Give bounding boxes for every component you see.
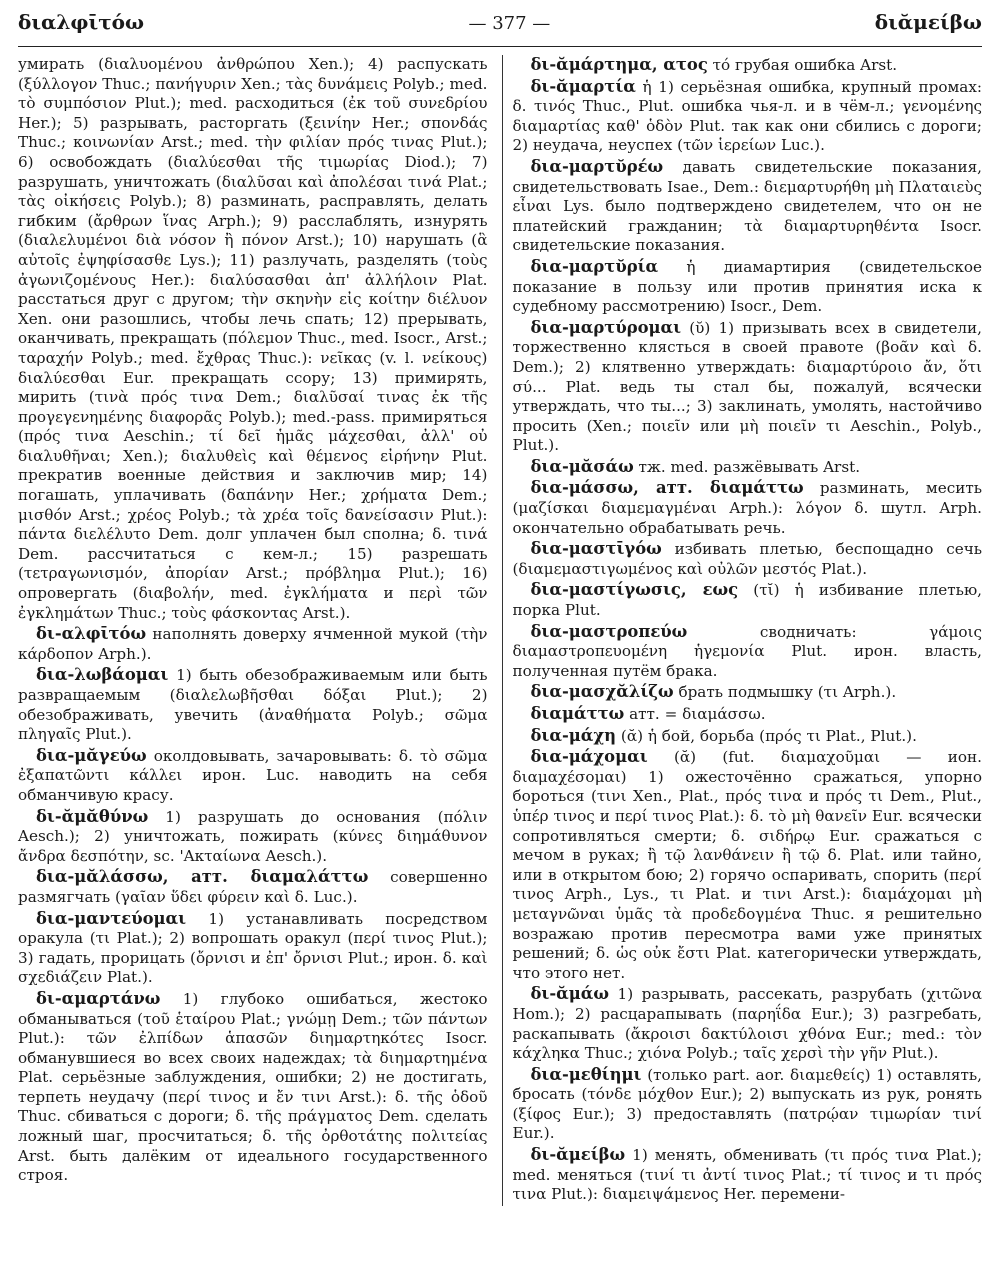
dictionary-entry [513,984,983,1063]
entry-definition: тж. med. разжёвывать Arst. [638,457,861,476]
entry-headword: δι-ᾰμάρτημα, ατος [530,55,708,74]
entry-definition: давать свидетельские показания, свидетельствовать Isae., Dem.: διεμαρτυρήθη μὴ Πλαταιεὺς εἶναι Lys. было подтверждено свидетелем, что он не платейский гражданин; τὰ διαμαρτυρηθέντα Isocr. свидетельские показания. [512,157,982,255]
entry-definition: 1) менять, обменивать (τι πρός τινα Plat.); med. меняться (τινί τι ἀντί τινος Plat.; τί τινος и τι πρός τινα Plut.): διαμειψάμενος Her. перемени- [512,1146,982,1204]
entry-headword: δια-μάσσω, атт. διαμάττω [530,478,804,498]
entry-definition: сводничать: γάμοις διαμαστροπευομένη ἡγεμονία Plut. ирон. власть, полученная путём брака. [512,622,982,680]
left-column [18,55,488,1206]
dictionary-entry [513,747,983,983]
entry-definition: разминать, месить (μαζίσκαι διαμεμαγμέναι Arph.): λόγον δ. шутл. Arph. окончательно обрабатывать речь. [512,479,982,537]
page-number: — 377 — [468,13,551,34]
entry-headword: δια-μᾰλάσσω, атт. διαμαλάττω [36,867,369,887]
dictionary-entry [513,157,983,256]
dictionary-entry [18,909,488,988]
entry-headword: δια-μαντεύομαι [36,908,187,928]
dictionary-entry [513,457,983,478]
entry-definition: (ῠ) 1) призывать всех в свидетели, торжественно клясться в своей правоте (βοᾶν καὶ δ. Dem.); 2) клятвенно утверждать: διαμαρτύροιο ἄν, ὅτι σύ... Plat. ведь ты стал бы, пожалуй, всячески утверждать, что ты...; 3) заклинать, умолять, настойчиво просить (Xen.; ποιεῖν или μὴ ποιεῖν τι Aeschin., Polyb., Plut.). [512,318,983,455]
entry-definition: 1) быть обезображиваемым или быть развращаемым (διαλελωβῆσθαι δόξαι Plut.); 2) обезображивать, увечить (ἀναθήματα Polyb.; σῶμα πληγαῖς Plut.). [18,666,488,744]
entry-headword: δια-μάχη [530,725,617,745]
dictionary-entry [513,1145,983,1205]
dictionary-entry [513,726,983,747]
entry-headword: δι-ᾰμαρτία [530,76,636,96]
dictionary-entry [18,807,488,867]
entry-definition: τό грубая ошибка Arst. [712,56,898,74]
dictionary-entry [513,539,983,579]
entry-definition: 1) глубоко ошибаться, жестоко обманываться (τοῦ ἑταίρου Plat.; γνώμῃ Dem.; τῶν πάντων Plut.): τῶν ἐλπίδων ἁπασῶν διημαρτηκότες Isocr. обманувшиеся во всех своих надеждах; τὰ διημαρτημένα Plat. серьёзные заблуждения, ошибки; 2) не достигать, терпеть неудачу (περί τινος и ἔν τινι Arst.): δ. τῆς ὁδοῦ Thuc. сбиваться с дороги; δ. τῆς πράγματος Dem. сделать ложный шаг, просчитаться; δ. τῆς ὀρθοτάτης πολιτείας Arst. быть далёким от идеального государственного строя. [18,989,488,1185]
entry-definition: брать подмышку (τι Arph.). [678,683,897,702]
dictionary-entry [18,624,488,664]
text-columns [18,55,982,1206]
dictionary-entry [513,704,983,725]
dictionary-entry [513,1065,983,1144]
entry-headword: δια-μᾰσάω [530,456,634,476]
dictionary-entry [513,580,983,620]
entry-headword: δια-μεθίημι [530,1064,642,1084]
entry-headword: δια-μᾰγεύω [36,745,147,765]
dictionary-entry [513,682,983,703]
entry-headword: δια-λωβάομαι [36,665,169,685]
header-last-headword: διᾰμείβω [874,10,982,34]
entry-definition: 1) устанавливать посредством оракула (τι Plat.); 2) вопрошать оракул (περί τινος Plut.); 3) гадать, прорицать (ὄρνισι и ἐπ' ὄρνισι Plut.; ирон. δ. καὶ σχεδιάζειν Plat.). [18,909,488,987]
entry-headword: δι-ᾰμᾰθύνω [36,806,149,826]
entry-definition: умирать (διαλυομένου ἀνθρώπου Xen.); 4) распускать (ξύλλογον Thuc.; πανήγυριν Xen.; τὰς δυνάμεις Polyb.; med. τὸ συμπόσιον Plut.); med. расходиться (ἐκ τοῦ συνεδρίου Her.); 5) разрывать, расторгать (ξεινίην Her.; σπονδάς Thuc.; κοινωνίαν Arst.; med. τὴν φιλίαν πρός τινας Plut.); 6) освобождать (διαλύεσθαι τῆς τιμωρίας Diod.); 7) разрушать, уничтожать (διαλῦσαι καὶ ἀπολέσαι τινά Plat.; τὰς οἰκήσεις Polyb.); 8) разминать, расправлять, делать гибким (ἄρθρων ἵνας Arph.); 9) расслаблять, изнурять (διαλελυμένοι διὰ νόσον ἢ πόνον Arst.); 10) нарушать (ἃ αὐτοῖς ἐψηφίσασθε Lys.); 11) разлучать, разделять (τοὺς ἀγωνιζομένους Her.): διαλύσασθαι ἀπ' ἀλλήλοιν Plat. расстаться друг с другом; τὴν σκηνὴν εἰς κοίτην διέλυον Xen. они разошлись, чтобы лечь спать; 12) прерывать, оканчивать, прекращать (πόλεμον Thuc., med. Isocr., Arst.; ταραχήν Polyb.; med. ἔχθρας Thuc.): νεῖκας (v. l. νείκους) διαλύεσθαι Eur. прекращать ссору; 13) примирять, мирить (τινὰ πρός τινα Dem.; διαλῦσαί τινας ἐκ τῆς προγεγενημένης διαφορᾶς Polyb.); med.-pass. примиряться (πρός τινα Aeschin.; τί δεῖ ἡμᾶς μάχεσθαι, ἀλλ' οὐ διαλυθῆναι; Xen.); διαλυθεὶς καὶ θέμενος εἰρήνην Plut. прекратив военные действия и заключив мир; 14) погашать, уплачивать (δαπάνην Her.; χρήματα Dem.; μισθόν Arst.; χρέος Polyb.; τὰ χρέα τοῖς δανείσασιν Plut.): πάντα διελέλυτο Dem. долг уплачен был сполна; δ. τινά Dem. рассчитаться с кем-л.; 15) разрешать (τετραγωνισμόν, ἀπορίαν Arst.; πρόβλημα Plut.); 16) опровергать (διαβολήν, med. ἐγκλήματα и περὶ τῶν ἐγκλημάτων Thuc.; τοὺς φάσκοντας Arst.). [18,55,488,622]
dictionary-entry [18,55,488,623]
entry-definition: 1) разрушать до основания (πόλιν Aesch.); 2) уничтожать, пожирать (κύνες διημάθυνον ἄνδρα δεσπότην, sc. 'Ακταίωνα Aesch.). [18,807,488,865]
entry-headword: διαμάττω [530,704,625,723]
entry-headword: δι-ᾰμείβω [530,1145,626,1165]
dictionary-entry [513,478,983,538]
entry-definition: (ᾰ) ἡ бой, борьба (πρός τι Plat., Plut.). [620,726,917,745]
dictionary-entry [513,77,983,156]
dictionary-entry [18,746,488,806]
page-header [18,10,982,47]
dictionary-entry [18,867,488,907]
entry-definition: (τῐ) ἡ избивание плетью, порка Plut. [512,581,982,620]
entry-headword: δια-μάχομαι [530,747,648,767]
entry-headword: δια-μαστροπεύω [530,621,688,641]
dictionary-entry [513,257,983,317]
entry-definition: 1) разрывать, рассекать, разрубать (χιτῶνα Hom.); 2) расцарапывать (παρηΐδα Eur.); 3) разгребать, раскапывать (ἄκροισι δακτύλοισι χθόνα Eur.; med.: τὸν κάχληκα Thuc.; χιόνα Polyb.; ταῖς χερσὶ τὴν γῆν Plut.). [512,985,983,1063]
entry-definition: ἡ 1) серьёзная ошибка, крупный промах: δ. τινός Thuc., Plut. ошибка чья-л. и в чём-л.; γενομένης διαμαρτίας καθ' ὁδὸν Plut. так как они сбились с дороги; 2) неудача, неуспех (τῶν ἱερείων Luc.). [512,77,983,155]
entry-definition: (ᾰ) (fut. διαμαχοῦμαι — ион. διαμαχέσομαι) 1) ожесточённо сражаться, упорно бороться (τινι Xen., Plat., πρός τινα и πρός τι Dem., Plut., ὑπέρ τινος и περί τινος Plat.): δ. τὸ μὴ θανεῖν Eur. всячески сопротивляться смерти; δ. σιδήρῳ Eur. сражаться с мечом в руках; ἢ τῷ λανθάνειν ἢ τῷ δ. Plat. или тайно, или в открытом бою; 2) горячо оспаривать, спорить (περί τινος Arph., Lys., τι Plat. и τινι Arst.): διαμάχομαι μὴ μεταγνῶναι ὑμᾶς τὰ προδεδογμένα Thuc. я решительно возражаю против пересмотра вами уже принятых решений; δ. ὡς οὐκ ἔστι Plat. категорически утверждать, что этого нет. [512,748,982,982]
entry-headword: δι-αλφῑτόω [36,624,147,644]
entry-definition: атт. = διαμάσσω. [629,705,766,723]
entry-definition: (только part. aor. διαμεθείς) 1) оставлять, бросать (τόνδε μόχθον Eur.); 2) выпускать из рук, ронять (ξίφος Eur.); 3) предоставлять (πατρῴαν τιμωρίαν τινί Eur.). [512,1065,982,1143]
entry-headword: δια-μαρτύρομαι [530,317,682,337]
entry-headword: δια-μαστίγωσις, εως [530,580,739,600]
dictionary-entry [18,989,488,1186]
entry-definition: околдовывать, зачаровывать: δ. τὸ σῶμα ἐξαπατῶντι κάλλει ирон. Luc. наводить на себя обманчивую красу. [18,746,488,804]
dictionary-entry [18,665,488,744]
entry-headword: δια-μαστῑγόω [530,539,662,559]
dictionary-entry [513,318,983,456]
entry-definition: избивать плетью, беспощадно сечь (διαμεμαστιγωμένος καὶ οὐλῶν μεστός Plat.). [512,540,982,578]
entry-definition: ἡ диамартирия (свидетельское показание в пользу или против принятия иска к судебному рассмотрению) Isocr., Dem. [512,257,983,316]
header-first-headword: διαλφῑτόω [18,10,145,34]
entry-definition: наполнять доверху ячменной мукой (τὴν κάρδοπον Arph.). [18,625,488,663]
entry-headword: δι-ᾰμάω [530,984,609,1004]
entry-headword: δια-μαρτῠρέω [530,156,664,176]
entry-headword: δια-μαρτῠρία [530,256,659,276]
entry-headword: δι-αμαρτάνω [36,988,161,1008]
entry-definition: совершенно размягчать (γαῖαν ὕδει φύρειν καὶ δ. Luc.). [18,868,488,906]
right-column [502,55,983,1206]
dictionary-entry [513,55,983,76]
entry-headword: δια-μασχᾰλίζω [530,682,674,702]
dictionary-entry [513,622,983,682]
